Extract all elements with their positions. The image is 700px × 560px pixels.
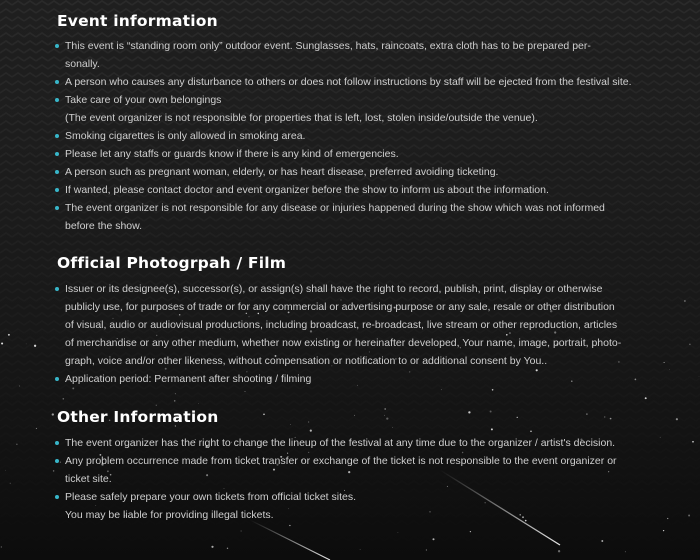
item-line: Take care of your own belongings (65, 94, 222, 106)
item-line: The event organizer has the right to change the lineup of the festival at any time due to the organizer / artist's decision. (65, 437, 616, 449)
bullet-dot-icon (55, 188, 59, 192)
item-line: The event organizer is not responsible for any disease or injuries happened during the show which was not informed (65, 202, 605, 214)
item-line: Please let any staffs or guards know if there is any kind of emergencies. (65, 148, 399, 160)
list-item (55, 145, 655, 163)
item-line: of merchandise or any other medium, whether now existing or hereinafter developed, Your name, image, portrait, photo- (65, 337, 622, 349)
item-line: You may be liable for providing illegal tickets. (65, 509, 274, 521)
section-heading: Other Information (57, 408, 219, 426)
bullet-dot-icon (55, 152, 59, 156)
bullet-dot-icon (55, 287, 59, 291)
item-line: publicly use, for purposes of trade or for any commercial or advertising purpose or any sale, resale or other distribution (65, 301, 615, 313)
section-heading: Official Photogrpah / Film (57, 254, 287, 272)
bullet-dot-icon (55, 44, 59, 48)
item-line: If wanted, please contact doctor and event organizer before the show to inform us about the information. (65, 184, 549, 196)
bullet-dot-icon (55, 206, 59, 210)
item-line: ticket site. (65, 473, 112, 485)
item-line: Any problem occurrence made from ticket transfer or exchange of the ticket is not responsible to the event organizer or (65, 455, 617, 467)
bullet-dot-icon (55, 377, 59, 381)
bullet-dot-icon (55, 170, 59, 174)
list-item (55, 370, 655, 388)
section-list (55, 37, 655, 235)
item-line: sonally. (65, 58, 100, 70)
bullet-dot-icon (55, 441, 59, 445)
item-line: before the show. (65, 220, 143, 232)
item-line: Please safely prepare your own tickets from official ticket sites. (65, 491, 357, 503)
list-item (55, 434, 655, 452)
list-item (55, 91, 655, 127)
list-item (55, 73, 655, 91)
item-line: A person who causes any disturbance to others or does not follow instructions by staff will be ejected from the festival site. (65, 76, 632, 88)
bullet-dot-icon (55, 134, 59, 138)
list-item (55, 163, 655, 181)
bullet-dot-icon (55, 98, 59, 102)
list-item (55, 280, 655, 370)
item-line: Smoking cigarettes is only allowed in smoking area. (65, 130, 306, 142)
item-line: This event is “standing room only” outdoor event. Sunglasses, hats, raincoats, extra cloth has to be prepared per- (65, 40, 591, 52)
bullet-dot-icon (55, 495, 59, 499)
list-item (55, 452, 655, 488)
section-heading: Event information (57, 12, 218, 30)
section-list (55, 280, 655, 388)
bullet-dot-icon (55, 459, 59, 463)
list-item (55, 37, 655, 73)
list-item (55, 199, 655, 235)
item-line: Issuer or its designee(s), successor(s), or assign(s) shall have the right to record, publish, print, display or otherwise (65, 283, 603, 295)
item-line: A person such as pregnant woman, elderly, or has heart disease, preferred avoiding ticketing. (65, 166, 499, 178)
item-line: of visual, audio or audiovisual productions, including broadcast, re-broadcast, live stream or other reproduction, articles (65, 319, 618, 331)
item-line: Application period: Permanent after shooting / filming (65, 373, 312, 385)
section-list (55, 434, 655, 524)
item-line: graph, voice and/or other likeness, without compensation or notification to or additional consent by You.. (65, 355, 548, 367)
list-item (55, 181, 655, 199)
list-item (55, 488, 655, 524)
item-line: (The event organizer is not responsible for properties that is left, lost, stolen inside/outside the venue). (65, 112, 538, 124)
list-item (55, 127, 655, 145)
bullet-dot-icon (55, 80, 59, 84)
